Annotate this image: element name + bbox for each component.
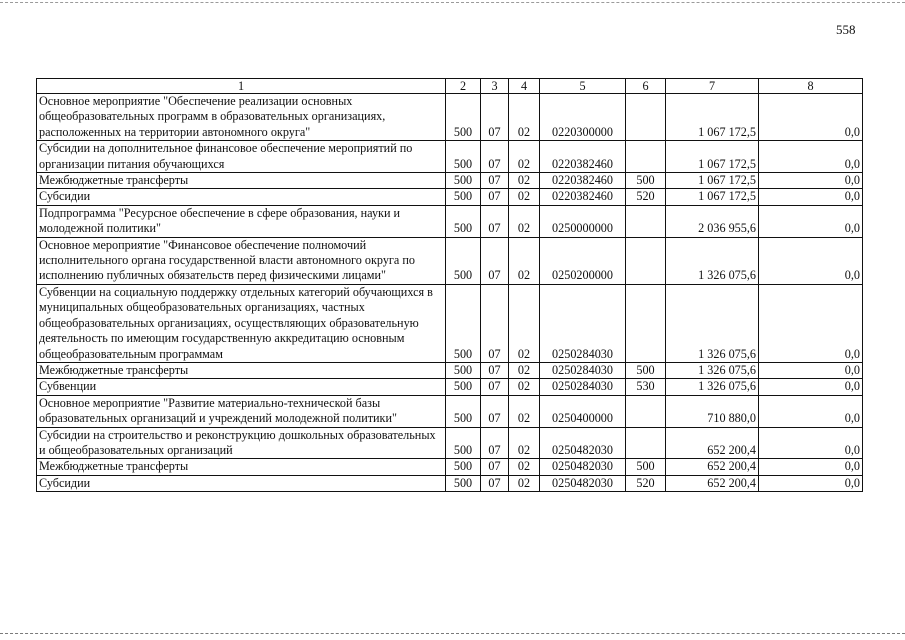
cell-amount: 1 326 075,6 — [666, 284, 759, 362]
scan-top-edge — [0, 2, 905, 3]
cell-target: 0250284030 — [540, 362, 626, 378]
row-name: Основное мероприятие "Финансовое обеспечение полномочий исполнительного органа государственной власти автономного округа по исполнению публичных обязательств перед физическими лицами" — [37, 237, 446, 284]
table-row — [37, 189, 863, 205]
cell-type — [626, 237, 666, 284]
cell-subsection: 02 — [509, 141, 540, 173]
row-name: Основное мероприятие "Развитие материально-технической базы образовательных организаций и учреждений молодежной политики" — [37, 395, 446, 427]
cell-type — [626, 205, 666, 237]
cell-subsection: 02 — [509, 205, 540, 237]
cell-section: 07 — [481, 284, 509, 362]
table-row — [37, 173, 863, 189]
row-name: Субвенции на социальную поддержку отдельных категорий обучающихся в муниципальных общеобразовательных организациях, частных общеобразовательных организациях, осуществляющих образовательную деятельность по имеющим государственную аккредитацию основным общеобразовательным программам — [37, 284, 446, 362]
cell-type: 500 — [626, 362, 666, 378]
table-row — [37, 379, 863, 395]
cell-code: 500 — [446, 475, 481, 491]
table-row — [37, 284, 863, 362]
cell-target: 0250284030 — [540, 284, 626, 362]
cell-subsection: 02 — [509, 379, 540, 395]
cell-type — [626, 141, 666, 173]
row-name: Субсидии — [37, 189, 446, 205]
cell-amount-2: 0,0 — [759, 173, 863, 189]
column-header: 2 — [446, 79, 481, 94]
cell-type: 530 — [626, 379, 666, 395]
row-name: Межбюджетные трансферты — [37, 362, 446, 378]
table-row — [37, 475, 863, 491]
cell-code: 500 — [446, 237, 481, 284]
column-header: 7 — [666, 79, 759, 94]
cell-target: 0220382460 — [540, 141, 626, 173]
row-name: Субсидии на строительство и реконструкцию дошкольных образовательных и общеобразовательных организаций — [37, 427, 446, 459]
column-header: 8 — [759, 79, 863, 94]
row-name: Межбюджетные трансферты — [37, 173, 446, 189]
table-row — [37, 395, 863, 427]
table-row — [37, 237, 863, 284]
cell-section: 07 — [481, 459, 509, 475]
cell-code: 500 — [446, 395, 481, 427]
cell-type — [626, 395, 666, 427]
cell-amount: 652 200,4 — [666, 475, 759, 491]
cell-subsection: 02 — [509, 395, 540, 427]
cell-type: 500 — [626, 459, 666, 475]
cell-section: 07 — [481, 189, 509, 205]
cell-amount: 710 880,0 — [666, 395, 759, 427]
table-row — [37, 141, 863, 173]
cell-type — [626, 284, 666, 362]
cell-subsection: 02 — [509, 189, 540, 205]
table-row — [37, 459, 863, 475]
cell-amount-2: 0,0 — [759, 189, 863, 205]
cell-amount: 652 200,4 — [666, 459, 759, 475]
row-name: Межбюджетные трансферты — [37, 459, 446, 475]
cell-amount-2: 0,0 — [759, 427, 863, 459]
cell-amount-2: 0,0 — [759, 141, 863, 173]
cell-amount: 1 326 075,6 — [666, 362, 759, 378]
table-row — [37, 94, 863, 141]
table-header-row — [37, 79, 863, 94]
table-row — [37, 427, 863, 459]
cell-amount-2: 0,0 — [759, 379, 863, 395]
column-header: 3 — [481, 79, 509, 94]
cell-subsection: 02 — [509, 427, 540, 459]
cell-amount-2: 0,0 — [759, 459, 863, 475]
cell-target: 0250200000 — [540, 237, 626, 284]
cell-code: 500 — [446, 459, 481, 475]
cell-target: 0250400000 — [540, 395, 626, 427]
cell-amount: 1 067 172,5 — [666, 173, 759, 189]
cell-target: 0250284030 — [540, 379, 626, 395]
cell-section: 07 — [481, 94, 509, 141]
cell-amount-2: 0,0 — [759, 284, 863, 362]
cell-target: 0220300000 — [540, 94, 626, 141]
cell-amount-2: 0,0 — [759, 94, 863, 141]
cell-amount: 1 067 172,5 — [666, 189, 759, 205]
cell-amount: 652 200,4 — [666, 427, 759, 459]
cell-section: 07 — [481, 475, 509, 491]
page-number: 558 — [836, 22, 856, 37]
cell-target: 0250482030 — [540, 427, 626, 459]
cell-target: 0250000000 — [540, 205, 626, 237]
cell-subsection: 02 — [509, 459, 540, 475]
cell-amount: 1 067 172,5 — [666, 141, 759, 173]
cell-code: 500 — [446, 362, 481, 378]
cell-subsection: 02 — [509, 475, 540, 491]
cell-target: 0220382460 — [540, 173, 626, 189]
cell-target: 0220382460 — [540, 189, 626, 205]
cell-subsection: 02 — [509, 362, 540, 378]
cell-amount: 2 036 955,6 — [666, 205, 759, 237]
cell-code: 500 — [446, 189, 481, 205]
row-name: Основное мероприятие "Обеспечение реализации основных общеобразовательных программ в образовательных организациях, расположенных на территории автономного округа" — [37, 94, 446, 141]
cell-amount-2: 0,0 — [759, 205, 863, 237]
cell-amount: 1 326 075,6 — [666, 379, 759, 395]
cell-code: 500 — [446, 379, 481, 395]
cell-section: 07 — [481, 205, 509, 237]
cell-amount: 1 067 172,5 — [666, 94, 759, 141]
cell-section: 07 — [481, 173, 509, 189]
cell-type: 520 — [626, 189, 666, 205]
cell-subsection: 02 — [509, 94, 540, 141]
cell-subsection: 02 — [509, 284, 540, 362]
column-header: 4 — [509, 79, 540, 94]
cell-subsection: 02 — [509, 173, 540, 189]
scan-bottom-edge — [0, 633, 905, 634]
row-name: Субсидии на дополнительное финансовое обеспечение мероприятий по организации питания обучающихся — [37, 141, 446, 173]
cell-section: 07 — [481, 141, 509, 173]
cell-code: 500 — [446, 141, 481, 173]
cell-type: 520 — [626, 475, 666, 491]
cell-code: 500 — [446, 284, 481, 362]
cell-code: 500 — [446, 94, 481, 141]
cell-section: 07 — [481, 379, 509, 395]
table-row — [37, 205, 863, 237]
cell-amount-2: 0,0 — [759, 362, 863, 378]
column-header: 5 — [540, 79, 626, 94]
cell-code: 500 — [446, 427, 481, 459]
cell-amount: 1 326 075,6 — [666, 237, 759, 284]
column-header: 6 — [626, 79, 666, 94]
cell-section: 07 — [481, 237, 509, 284]
cell-target: 0250482030 — [540, 459, 626, 475]
cell-section: 07 — [481, 362, 509, 378]
row-name: Субвенции — [37, 379, 446, 395]
cell-target: 0250482030 — [540, 475, 626, 491]
row-name: Подпрограмма "Ресурсное обеспечение в сфере образования, науки и молодежной политики" — [37, 205, 446, 237]
budget-table — [36, 78, 863, 492]
cell-amount-2: 0,0 — [759, 395, 863, 427]
cell-code: 500 — [446, 205, 481, 237]
cell-section: 07 — [481, 427, 509, 459]
row-name: Субсидии — [37, 475, 446, 491]
cell-amount-2: 0,0 — [759, 237, 863, 284]
cell-code: 500 — [446, 173, 481, 189]
cell-subsection: 02 — [509, 237, 540, 284]
cell-type: 500 — [626, 173, 666, 189]
cell-type — [626, 94, 666, 141]
cell-amount-2: 0,0 — [759, 475, 863, 491]
column-header: 1 — [37, 79, 446, 94]
cell-section: 07 — [481, 395, 509, 427]
table-row — [37, 362, 863, 378]
cell-type — [626, 427, 666, 459]
